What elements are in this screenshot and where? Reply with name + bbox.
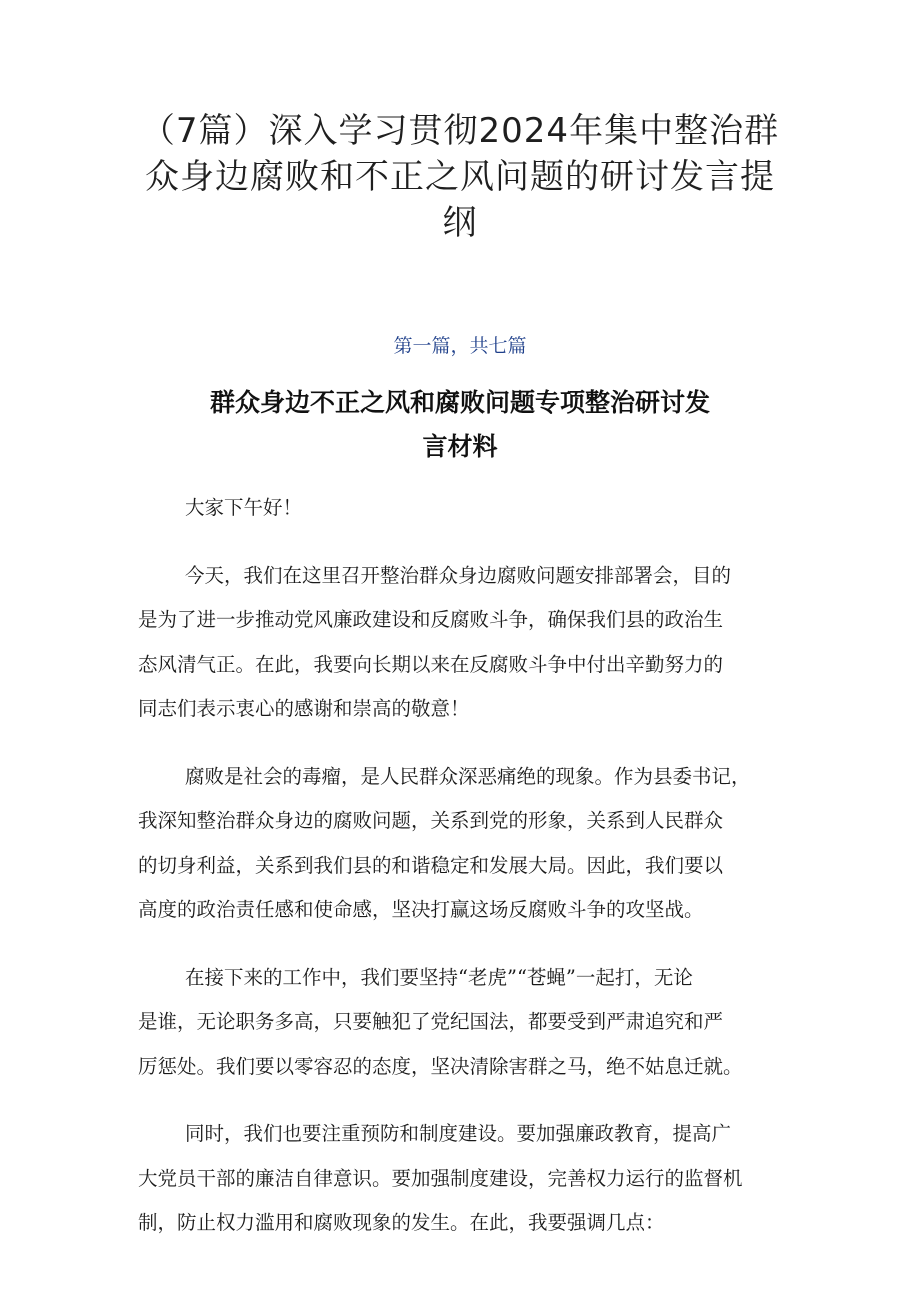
body-text — [138, 486, 798, 1269]
paragraph — [138, 1112, 798, 1246]
paragraph-line: 高度的政治责任感和使命感，坚决打赢这场反腐败斗争的攻坚战。 — [138, 898, 704, 921]
paragraph-line: 制，防止权力滥用和腐败现象的发生。在此，我要强调几点： — [138, 1211, 665, 1234]
main-title-line: 众身边腐败和不正之风问题的研讨发言提 — [145, 157, 775, 197]
sub-title — [140, 381, 780, 469]
sub-title-line: 群众身边不正之风和腐败问题专项整治研讨发 — [209, 388, 710, 417]
paragraph-line: 同时，我们也要注重预防和制度建设。要加强廉政教育，提高广 — [185, 1122, 732, 1145]
paragraph-line: 态风清气正。在此，我要向长期以来在反腐败斗争中付出辛勤努力的 — [138, 652, 724, 676]
main-title-line: （7篇）深入学习贯彻2024年集中整治群 — [140, 111, 780, 151]
main-title — [140, 108, 780, 246]
paragraph-line: 厉惩处。我们要以零容忍的态度，坚决清除害群之马，绝不姑息迁就。 — [138, 1054, 743, 1078]
paragraph-line: 大家下午好！ — [185, 496, 303, 519]
paragraph-greeting — [138, 486, 798, 531]
paragraph-line: 同志们表示衷心的感谢和崇高的敬意！ — [138, 697, 470, 720]
paragraph-line: 大党员干部的廉洁自律意识。要加强制度建设，完善权力运行的监督机 — [138, 1166, 743, 1190]
paragraph-line: 是谁，无论职务多高，只要触犯了党纪国法，都要受到严肃追究和严 — [138, 1010, 724, 1033]
paragraph — [138, 755, 798, 933]
sub-title-line: 言材料 — [422, 432, 498, 461]
paragraph-line: 的切身利益，关系到我们县的和谐稳定和发展大局。因此，我们要以 — [138, 853, 724, 877]
paragraph-line: 我深知整治群众身边的腐败问题，关系到党的形象，关系到人民群众 — [138, 809, 724, 832]
paragraph-line: 腐败是社会的毒瘤，是人民群众深恶痛绝的现象。作为县委书记， — [185, 764, 751, 788]
paragraph-line: 在接下来的工作中，我们要坚持“老虎”“苍蝇”一起打，无论 — [185, 965, 693, 989]
paragraph-line: 今天，我们在这里召开整治群众身边腐败问题安排部署会，目的 — [185, 563, 732, 587]
paragraph — [138, 554, 798, 732]
section-label: 第一篇，共七篇 — [393, 335, 527, 357]
main-title-line: 纲 — [442, 203, 478, 243]
paragraph-line: 是为了进一步推动党风廉政建设和反腐败斗争，确保我们县的政治生 — [138, 608, 724, 631]
paragraph — [138, 956, 798, 1090]
